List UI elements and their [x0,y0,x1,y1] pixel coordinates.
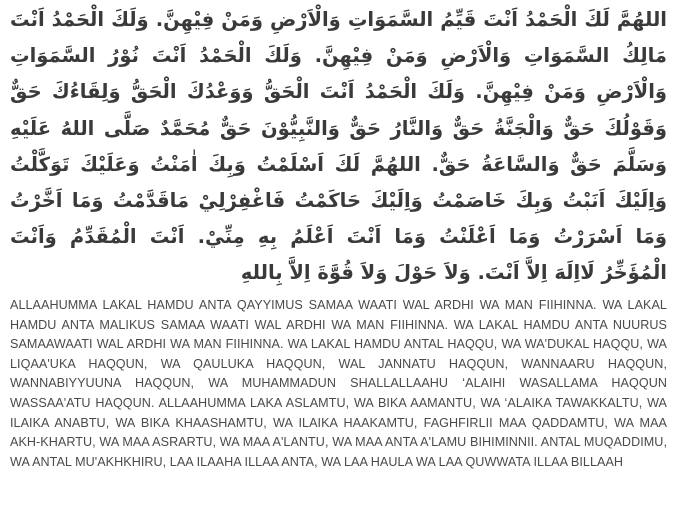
arabic-prayer-text: اللهُمَّ لَكَ الْحَمْدُ اَنْتَ قَيِّمُ السَّمَوَاتِ وَالْاَرْضِ وَمَنْ فِيْهِنَّ. وَلَكَ الْحَمْدُ اَنْتَ مَالِكُ السَّمَوَاتِ وَالْاَرْضِ وَمَنْ فِيْهِنَّ. وَلَكَ الْحَمْدُ اَنْتَ نُوْرُ السَّمَوَاتِ وَالْاَرْضِ وَمَنْ فِيْهِنَّ. وَلَكَ الْحَمْدُ اَنْتَ الْحَقُّ وَوَعْدُكَ الْحَقُّ وَلِقَاءُكَ حَقٌّ وَقَوْلُكَ حَقٌّ وَالْجَنَّةُ حَقٌّ وَالنَّارُ حَقٌّ وَالنَّبِيُّوْنَ حَقٌّ مُحَمَّدٌ صَلَّى اللهُ عَلَيْهِ وَسَلَّمَ حَقٌّ وَالسَّاعَةُ حَقٌّ. اللهُمَّ لَكَ اَسْلَمْتُ وَبِكَ اٰمَنْتُ وَعَلَيْكَ تَوَكَّلْتُ وَاِلَيْكَ اَنَبْتُ وَبِكَ خَاصَمْتُ وَاِلَيْكَ حَاكَمْتُ فَاغْفِرْلِيْ مَاقَدَّمْتُ وَمَا اَخَّرْتُ وَمَا اَسْرَرْتُ وَمَا اَعْلَنْتُ وَمَا اَنْتَ اَعْلَمُ بِهِ مِنِّيْ. اَنْتَ الْمُقَدِّمُ وَاَنْتَ الْمُؤَخِّرُ لَااِلَهَ اِلاَّ اَنْتَ. وَلاَ حَوْلَ وَلاَ قُوَّةَ اِلاَّ بِاللهِ [10,8,667,285]
transliteration-text: ALLAAHUMMA LAKAL HAMDU ANTA QAYYIMUS SAMAA WAATI WAL ARDHI WA MAN FIIHINNA. WA LAKAL HAMDU ANTA MALIKUS SAMAA WAATI WAL ARDHI WA MAN FIIHINNA. WA LAKAL HAMDU ANTA NUURUS SAMAAWAATI WAL ARDHI WA MAN FIIHINNA. WA LAKAL HAMDU ANTAL HAQQU, WA WA'DUKAL HAQQU, WA LIQAA'UKA HAQQUN, WA QAULUKA HAQQUN, WAL JANNATU HAQQUN, WANNAARU HAQQUN, WANNABIYYUUNA HAQQUN, WA MUHAMMADUN SHALLALLAAHU ‘ALAIHI WASALLAMA HAQQUN WASSAA'ATU HAQQUN. ALLAAHUMMA LAKA ASLAMTU, WA BIKA AAMANTU, WA ‘ALAIKA TAWAKKALTU, WA ILAIKA ANABTU, WA BIKA KHAASHAMTU, WA ILAIKA HAAKAMTU, FAGHFIRLII MAA QADDAMTU, WA MAA AKH-KHARTU, WA MAA ASRARTU, WA MAA A'LANTU, WA MAA ANTA A'LAMU BIHIMINNII. ANTAL MUQADDIMU, WA ANTAL MU'AKHKHIRU, LAA ILAAHA ILLAA ANTA, WA LAA HAULA WA LAA QUWWATA ILLAA BILLAAH [10,298,667,469]
